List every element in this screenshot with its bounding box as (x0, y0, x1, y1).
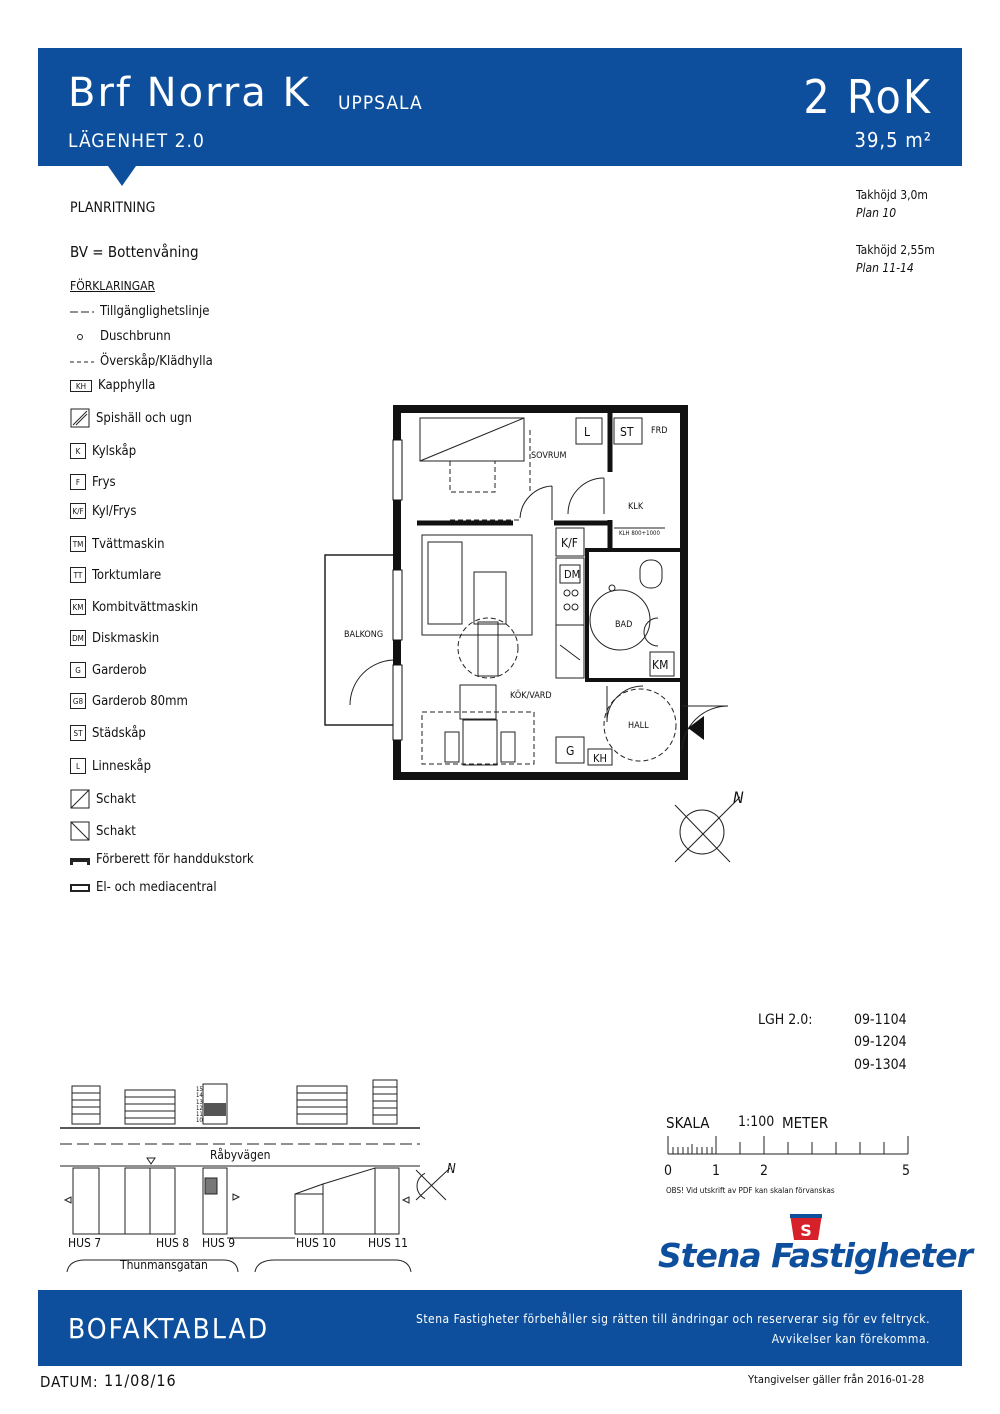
linen-mark: L (584, 425, 591, 439)
legend-item: KH Kapphylla (70, 378, 155, 393)
coat-rack-icon: KH (70, 380, 92, 392)
legend-item: El- och mediacentral (70, 880, 217, 895)
road-rabyvagen: Råbyvägen (210, 1148, 271, 1162)
legend-item: Spishäll och ugn (70, 408, 192, 428)
floor-numbers: 15 14 13 12 11 10 (196, 1086, 203, 1125)
highlighted-floors (204, 1103, 226, 1116)
klk-note: KLH 800+1000 (619, 530, 660, 537)
shaft-icon (70, 789, 90, 809)
plan-2: Plan 11-14 (856, 261, 914, 275)
legend-item: K/F Kyl/Frys (70, 503, 136, 519)
scale-bar (664, 1134, 914, 1160)
scale-note: OBS! Vid utskrift av PDF kan skalan förvanskas (666, 1186, 835, 1195)
footer-banner (38, 1290, 962, 1366)
wardrobe-mark: G (566, 744, 575, 758)
legend-item: ST Städskåp (70, 725, 146, 741)
legend-item: KM Kombitvättmaskin (70, 599, 198, 615)
legend-item: F Frys (70, 474, 116, 490)
room-count: 2 RoK (803, 70, 932, 124)
room-klk: KLK (628, 502, 644, 512)
combo-washer-icon: KM (70, 599, 86, 615)
footer-disclaimer-2: Avvikelser kan förekomma. (771, 1332, 930, 1346)
wardrobe-icon: G (70, 662, 86, 678)
legend-item: K Kylskåp (70, 443, 136, 459)
project-city: UPPSALA (338, 92, 423, 114)
wall-cabinet-icon (70, 357, 94, 367)
legend-heading: FÖRKLARINGAR (70, 279, 155, 293)
header-banner (38, 48, 962, 166)
coat-rack-mark: KH (593, 752, 607, 765)
datum-value: 11/08/16 (104, 1371, 177, 1390)
shaft-alt-icon (70, 821, 90, 841)
dishwasher-mark: DM (564, 568, 581, 581)
legend-item: Förberett för handdukstork (70, 852, 254, 867)
datum-label: DATUM: (40, 1373, 99, 1391)
house-10: HUS 10 (296, 1236, 337, 1250)
ceiling-height-2: Takhöjd 2,55m (856, 243, 935, 257)
balcony-door-swing (350, 660, 395, 705)
scale-tick-5: 5 (902, 1163, 911, 1179)
house-9: HUS 9 (202, 1236, 236, 1250)
legend-item: G Garderob (70, 662, 147, 678)
scale-ratio: 1:100 (738, 1114, 775, 1130)
footer-title: BOFAKTABLAD (68, 1312, 270, 1345)
ytangivelser: Ytangivelser gäller från 2016-01-28 (748, 1373, 925, 1386)
project-title: Brf Norra K (68, 70, 311, 116)
house-7: HUS 7 (68, 1236, 102, 1250)
washer-icon: TM (70, 536, 86, 552)
shower-drain-icon (70, 332, 94, 342)
dishwasher-icon: DM (70, 630, 86, 646)
legend-item: DM Diskmaskin (70, 630, 159, 646)
apartment-area: 39,5 m² (854, 128, 932, 152)
plan-1: Plan 10 (856, 206, 897, 220)
scale-tick-1: 1 (712, 1163, 721, 1179)
scale-label: SKALA (666, 1114, 710, 1132)
freezer-icon: F (70, 474, 86, 490)
site-plan (55, 1076, 425, 1281)
legend-item: Schakt (70, 821, 136, 841)
combo-washer-mark: KM (652, 658, 669, 672)
scale-tick-2: 2 (760, 1163, 769, 1179)
room-bad: BAD (615, 620, 633, 630)
unit-number: 09-1204 (854, 1034, 907, 1050)
towel-warmer-icon (70, 855, 90, 865)
site-north-label: N (447, 1162, 456, 1177)
room-hall: HALL (628, 721, 649, 731)
media-central-icon (70, 883, 90, 893)
scale-unit: METER (782, 1114, 829, 1132)
room-kok: KÖK/VARD (510, 691, 552, 701)
planritning-label: PLANRITNING (70, 200, 156, 216)
unit-number: 09-1304 (854, 1057, 907, 1073)
legend-item: Schakt (70, 789, 136, 809)
legend-item: Tillgänglighetslinje (70, 304, 210, 319)
apartment-label: LÄGENHET 2.0 (68, 130, 205, 152)
svg-text:S: S (800, 1221, 812, 1240)
room-sovrum: SOVRUM (531, 451, 567, 461)
scale-tick-0: 0 (664, 1163, 673, 1179)
house-11: HUS 11 (368, 1236, 409, 1250)
legend-item: TM Tvättmaskin (70, 536, 164, 552)
fridge-icon: K (70, 443, 86, 459)
north-label: N (733, 788, 744, 807)
legend-item: G8 Garderob 80mm (70, 693, 188, 709)
balcony-outline (325, 555, 397, 725)
accessibility-line-icon (70, 307, 94, 317)
unit-number: 09-1104 (854, 1012, 907, 1028)
legend-item: L Linneskåp (70, 758, 151, 774)
legend-item: Överskåp/Klädhylla (70, 354, 213, 369)
cleaning-mark: ST (620, 425, 634, 439)
stove-icon (70, 408, 90, 428)
footer-disclaimer-1: Stena Fastigheter förbehåller sig rätten till ändringar och reserverar sig för ev feltryck. (415, 1312, 930, 1326)
legend-item: Duschbrunn (70, 329, 171, 344)
room-balkong: BALKONG (344, 630, 384, 640)
stena-logo-text: Stena Fastigheter (658, 1236, 972, 1275)
ceiling-height-1: Takhöjd 3,0m (856, 188, 928, 202)
linen-cabinet-icon: L (70, 758, 86, 774)
wardrobe-80-icon: G8 (70, 693, 86, 709)
house-8: HUS 8 (156, 1236, 190, 1250)
legend-item: TT Torktumlare (70, 567, 161, 583)
frd-label: FRD (651, 426, 668, 436)
dryer-icon: TT (70, 567, 86, 583)
road-thunmansgatan: Thunmansgatan (120, 1258, 208, 1272)
header-notch (108, 166, 136, 186)
cleaning-cabinet-icon: ST (70, 725, 86, 741)
fridge-freezer-mark: K/F (561, 536, 578, 550)
bv-note: BV = Bottenvåning (70, 243, 199, 261)
lgh-label: LGH 2.0: (758, 1012, 813, 1028)
fridge-freezer-icon: K/F (70, 503, 86, 519)
